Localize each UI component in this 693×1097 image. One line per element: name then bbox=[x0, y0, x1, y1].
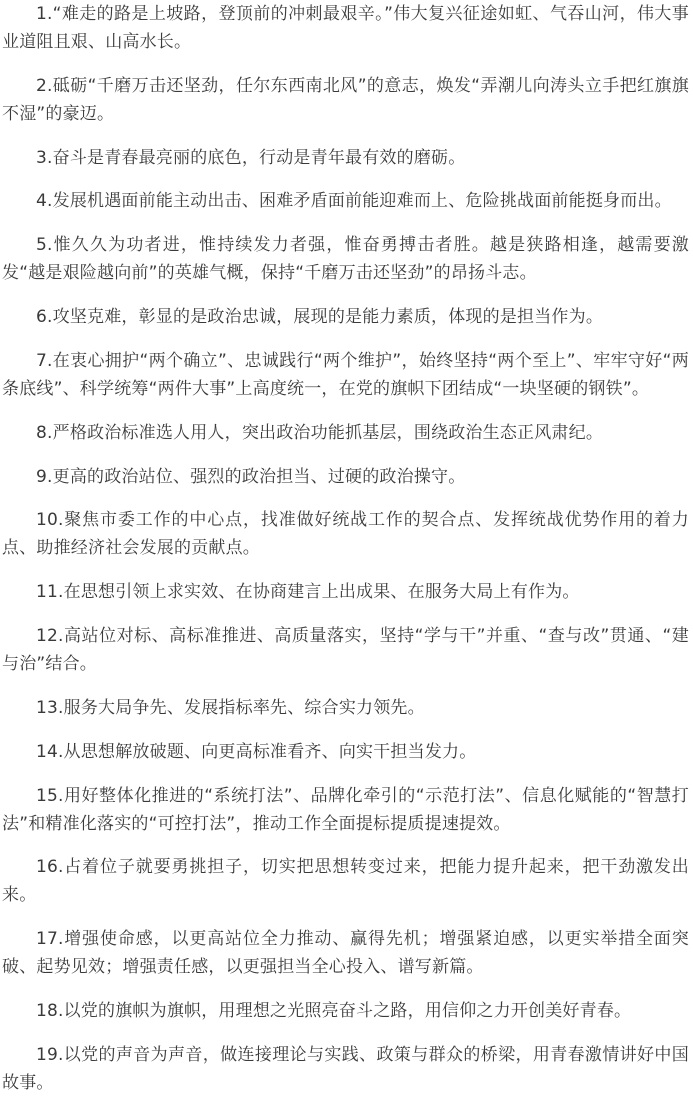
paragraph-2: 2.砥砺“千磨万击还坚劲，任尔东西南北风”的意志，焕发“弄潮儿向涛头立手把红旗旗不湿”的豪迈。 bbox=[2, 75, 689, 124]
paragraph-3: 3.奋斗是青春最亮丽的底色，行动是青年最有效的磨砺。 bbox=[36, 147, 466, 168]
paragraph-10: 10.聚焦市委工作的中心点，找准做好统战工作的契合点、发挥统战优势作用的着力点、助推经济社会发展的贡献点。 bbox=[2, 510, 689, 559]
paragraph-19: 19.以党的声音为声音，做连接理论与实践、政策与群众的桥梁，用青春激情讲好中国故事。 bbox=[2, 1044, 689, 1093]
paragraph-11: 11.在思想引领上求实效、在协商建言上出成果、在服务大局上有作为。 bbox=[36, 582, 580, 603]
paragraph-1: 1.“难走的路是上坡路，登顶前的冲刺最艰辛。”伟大复兴征途如虹、气吞山河，伟大事业道阻且艰、山高水长。 bbox=[2, 4, 689, 52]
paragraph-9: 9.更高的政治站位、强烈的政治担当、过硬的政治操守。 bbox=[36, 466, 466, 487]
paragraph-14: 14.从思想解放破题、向更高标准看齐、向实干担当发力。 bbox=[36, 741, 477, 762]
paragraph-12: 12.高站位对标、高标准推进、高质量落实，坚持“学与干”并重、“查与改”贯通、“建与治”结合。 bbox=[2, 626, 689, 675]
paragraph-6: 6.攻坚克难，彰显的是政治忠诚，展现的是能力素质，体现的是担当作为。 bbox=[36, 307, 604, 328]
paragraph-4: 4.发展机遇面前能主动出击、困难矛盾面前能迎难而上、危险挑战面前能挺身而出。 bbox=[36, 191, 672, 212]
paragraph-16: 16.占着位子就要勇挑担子，切实把思想转变过来，把能力提升起来，把干劲激发出来。 bbox=[2, 857, 689, 906]
paragraph-5: 5.惟久久为功者进，惟持续发力者强，惟奋勇搏击者胜。越是狭路相逢，越需要激发“越是艰险越向前”的英雄气概，保持“千磨万击还坚劲”的昂扬斗志。 bbox=[2, 235, 689, 284]
paragraph-8: 8.严格政治标准选人用人，突出政治功能抓基层，围绕政治生态正风肃纪。 bbox=[36, 422, 604, 443]
paragraph-13: 13.服务大局争先、发展指标率先、综合实力领先。 bbox=[36, 697, 425, 718]
paragraph-15: 15.用好整体化推进的“系统打法”、品牌化牵引的“示范打法”、信息化赋能的“智慧打法”和精准化落实的“可控打法”，推动工作全面提标提质提速提效。 bbox=[2, 785, 689, 834]
paragraph-17: 17.增强使命感，以更高站位全力推动、赢得先机；增强紧迫感，以更实举措全面突破、起势见效；增强责任感，以更强担当全心投入、谱写新篇。 bbox=[2, 929, 689, 978]
paragraph-18: 18.以党的旗帜为旗帜，用理想之光照亮奋斗之路，用信仰之力开创美好青春。 bbox=[36, 1001, 632, 1022]
paragraph-7: 7.在衷心拥护“两个确立”、忠诚践行“两个维护”，始终坚持“两个至上”、牢牢守好“两条底线”、科学统筹“两件大事”上高度统一，在党的旗帜下团结成“一块坚硬的钢铁”。 bbox=[2, 350, 689, 399]
